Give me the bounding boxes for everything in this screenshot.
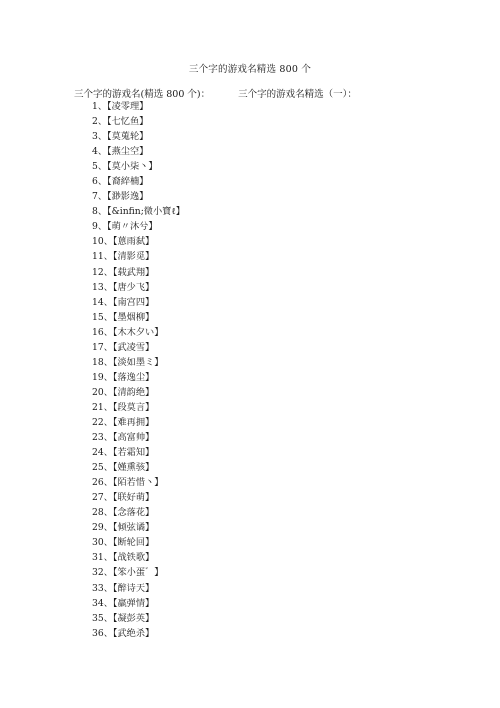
- list-item: 21、【段莫言】: [92, 401, 155, 413]
- list-item: 14、【南宫四】: [92, 296, 155, 308]
- list-item: 10、【蒽雨弑】: [92, 236, 155, 248]
- list-item: 29、【倾弦谲】: [92, 522, 155, 534]
- list-item: 5、【莫小柒丶】: [92, 161, 158, 173]
- list-item: 17、【武凌雪】: [92, 341, 155, 353]
- intro-line: [74, 86, 357, 100]
- list-item: 31、【战铁歌】: [92, 552, 155, 564]
- list-item: 19、【落逸尘】: [92, 371, 155, 383]
- list-item: 27、【联好萌】: [92, 492, 155, 504]
- list-item: 18、【淡如墨ミ】: [92, 356, 164, 368]
- list-item: 23、【高富帅】: [92, 432, 155, 444]
- list-item: 1、【凌零理】: [92, 101, 149, 112]
- list-item: 26、【陌若惜丶】: [92, 477, 164, 489]
- list-item: 2、【七忆鱼】: [92, 116, 149, 128]
- list-item: 13、【唐少飞】: [92, 281, 155, 293]
- list-item: 32、【笨小蛋゛】: [92, 567, 164, 579]
- list-item: 25、【嫤熏骇】: [92, 462, 155, 474]
- list-item: 28、【念落花】: [92, 507, 155, 519]
- intro-right: 三个字的游戏名精选（一）：: [238, 89, 357, 100]
- list-item: 30、【断轮回】: [92, 537, 155, 549]
- list-item: 33、【醉诗天】: [92, 582, 155, 594]
- document-title: 三个字的游戏名精选 800 个: [188, 64, 312, 75]
- list-item: 35、【凝彭英】: [92, 612, 155, 624]
- list-item: 34、【羸弹情】: [92, 597, 155, 609]
- list-item: 11、【清影觅】: [92, 251, 155, 263]
- intro-left: 三个字的游戏名(精选 800 个)：: [74, 89, 211, 100]
- list-item: 22、【难再拥】: [92, 416, 155, 428]
- list-item: 9、【萌〃沐兮】: [92, 221, 158, 233]
- list-item: 15、【墨烟柳】: [92, 311, 155, 323]
- list-item: 3、【莫蒐轮】: [92, 131, 149, 143]
- list-item: 7、【渺影逸】: [92, 191, 149, 203]
- list-item: 8、【&infin;微小寶ℓ】: [92, 206, 185, 218]
- list-item: 4、【燕尘空】: [92, 146, 149, 158]
- game-name-list: [92, 99, 185, 641]
- list-item: 20、【清韵绝】: [92, 386, 155, 398]
- list-item: 36、【武绝杀】: [92, 627, 155, 639]
- list-item: 24、【若霜知】: [92, 447, 155, 459]
- list-item: 12、【载武翔】: [92, 266, 155, 278]
- list-item: 6、【裔綷楠】: [92, 176, 149, 188]
- list-item: 16、【木木夕い】: [92, 326, 164, 338]
